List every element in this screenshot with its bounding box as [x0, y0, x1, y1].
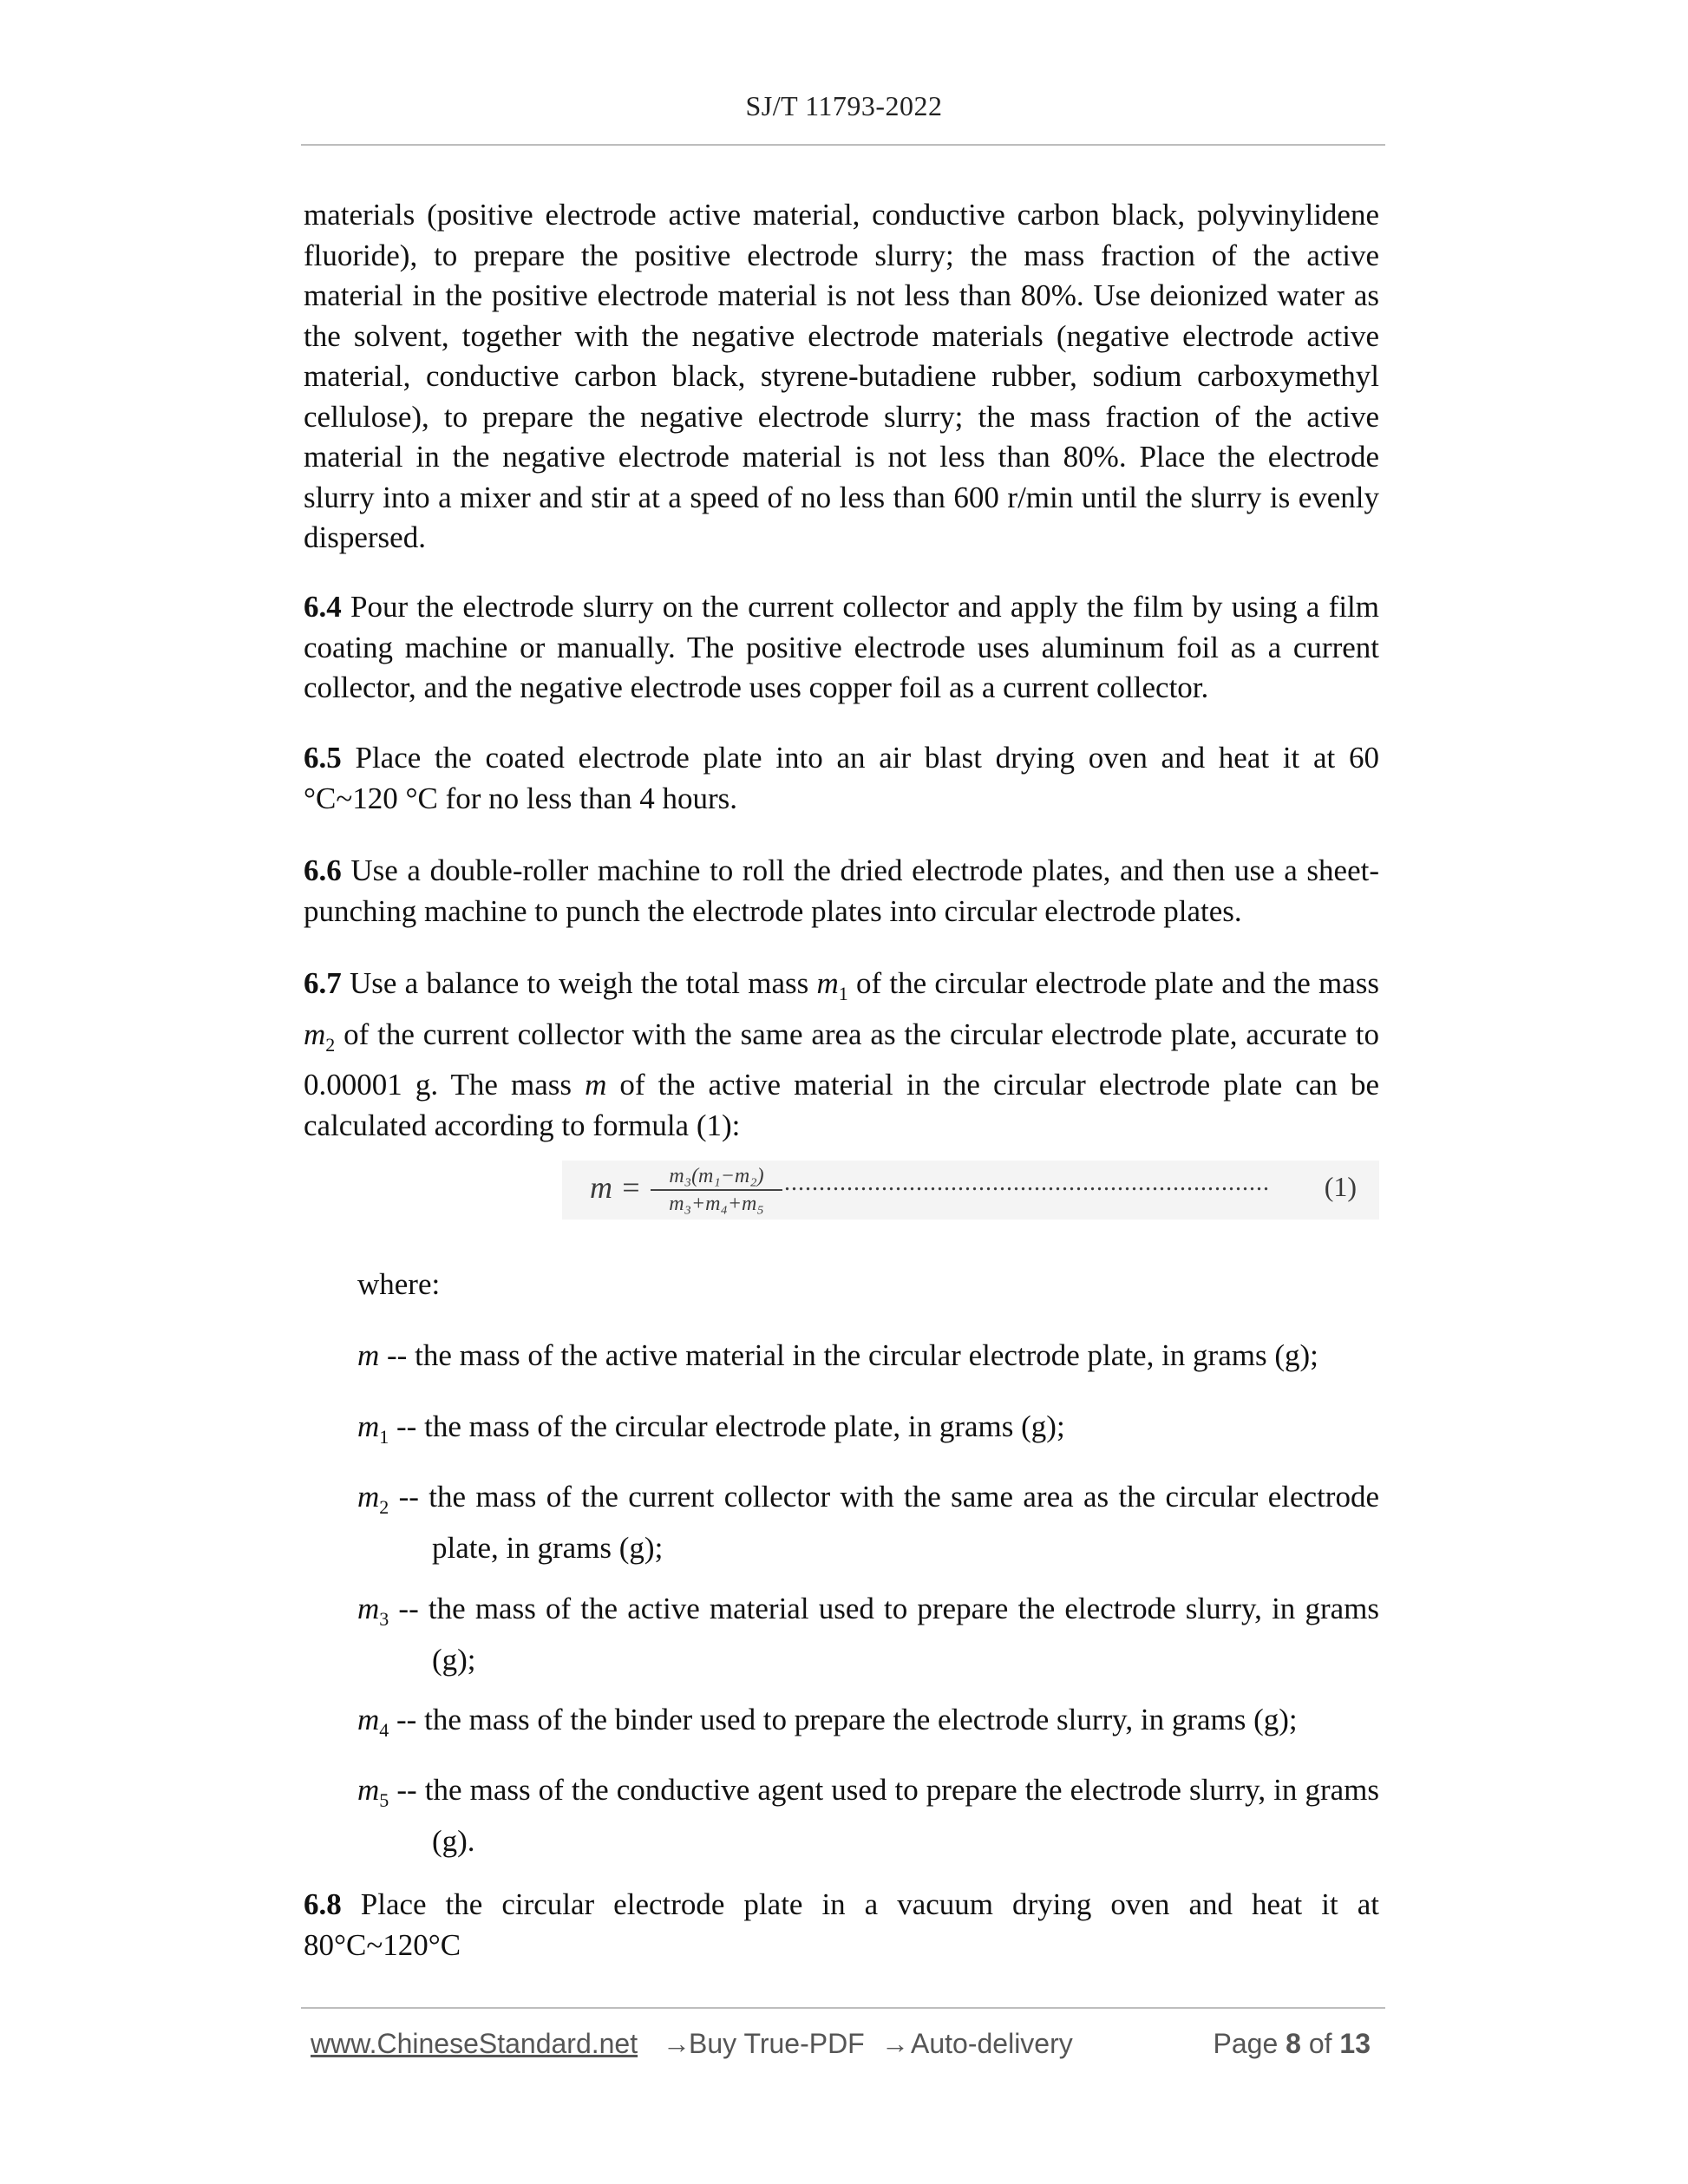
section-text: of the circular electrode plate and the mass — [847, 966, 1379, 1000]
definition-symbol: m — [357, 1338, 380, 1372]
definition-symbol-sub: 2 — [379, 1496, 389, 1518]
section-text: Pour the electrode slurry on the current collector and apply the film by using a film coating machine or manually. The positive electrode uses aluminum foil as a current collector, and the negative electrode uses copper foil as a current collector. — [304, 590, 1379, 704]
definition-text: -- the mass of the active material used to prepare the electrode slurry, in grams (g); — [389, 1592, 1379, 1677]
section-6-7 — [304, 964, 1379, 1146]
definition-item — [357, 1336, 1379, 1387]
definition-symbol-sub: 4 — [379, 1719, 389, 1741]
formula-denominator: m₃+m₄+m₅ — [669, 1193, 764, 1215]
section-number: 6.4 — [304, 590, 342, 624]
page-indicator — [1214, 2028, 1371, 2060]
definition-item — [357, 1770, 1379, 1861]
symbol-m1-sub: 1 — [838, 983, 848, 1004]
definition-symbol-sub: 1 — [379, 1426, 389, 1448]
formula-number: (1) — [1324, 1171, 1357, 1202]
section-text: Use a double-roller machine to roll the dried electrode plates, and then use a sheet-punching machine to punch the electrode plates into circular electrode plates. — [304, 853, 1379, 928]
buy-true-pdf-text: Buy True-PDF — [689, 2028, 865, 2059]
definition-text: -- the mass of the binder used to prepare the electrode slurry, in grams (g); — [389, 1703, 1298, 1736]
definition-text: -- the mass of the conductive agent used to prepare the electrode slurry, in grams (g). — [389, 1773, 1379, 1858]
definition-symbol: m — [357, 1592, 380, 1625]
section-text: Place the coated electrode plate into an air blast drying oven and heat it at 60 °C~120 °C for no less than 4 hours. — [304, 741, 1379, 815]
section-6-5 — [304, 738, 1379, 819]
auto-delivery-text: Auto-delivery — [911, 2028, 1073, 2059]
definition-item — [357, 1407, 1379, 1458]
section-text: Use a balance to weigh the total mass — [341, 966, 817, 1000]
definition-text: -- the mass of the current collector with the same area as the circular electrode plate, in grams (g); — [389, 1480, 1379, 1565]
symbol-m2-sub: 2 — [325, 1033, 336, 1056]
definition-item — [357, 1589, 1379, 1680]
fraction-bar — [651, 1189, 782, 1191]
paragraph-text: materials (positive electrode active material, conductive carbon black, polyvinylidene fluoride), to prepare the positive electrode slurry; the mass fraction of the active material in the positive electrode material is not less than 80%. Use deionized water as the solvent, together with the negative electrode materials (negative electrode active material, conductive carbon black, styrene-butadiene rubber, sodium carboxymethyl cellulose), to prepare the negative electrode slurry; the mass fraction of the active material in the negative electrode material is not less than 80%. Place the electrode slurry into a mixer and stir at a speed of no less than 600 r/min until the slurry is evenly dispersed. — [304, 198, 1379, 554]
section-text: of the active material in the circular electrode plate can be calculated according to formula (1): — [304, 1068, 1379, 1142]
arrow-right-icon: → — [663, 2028, 690, 2059]
page-total: 13 — [1339, 2028, 1371, 2059]
formula-1 — [562, 1161, 1379, 1220]
symbol-m2: m — [304, 1017, 326, 1051]
definition-symbol: m — [357, 1480, 380, 1514]
where-label: where: — [357, 1267, 441, 1301]
formula-fraction — [651, 1164, 782, 1216]
section-number: 6.6 — [304, 853, 342, 887]
section-text: Place the circular electrode plate in a vacuum drying oven and heat it at 80°C~120°C — [304, 1887, 1379, 1962]
definition-symbol: m — [357, 1409, 380, 1443]
page-word: Page — [1213, 2028, 1279, 2059]
section-6-6 — [304, 851, 1379, 932]
definition-symbol: m — [357, 1703, 380, 1736]
definition-symbol: m — [357, 1773, 380, 1807]
formula-leader-dots: ...................................................................... — [784, 1169, 1270, 1196]
section-number: 6.7 — [304, 966, 342, 1000]
page-current: 8 — [1286, 2028, 1301, 2059]
section-number: 6.5 — [304, 741, 342, 775]
page-footer — [311, 2019, 1371, 2063]
symbol-m: m — [585, 1068, 607, 1102]
definition-symbol-sub: 3 — [379, 1608, 389, 1630]
definition-text: -- the mass of the active material in the circular electrode plate, in grams (g); — [379, 1338, 1318, 1372]
continued-paragraph — [304, 195, 1379, 559]
definition-symbol-sub: 5 — [379, 1789, 389, 1811]
arrow-right-icon: → — [881, 2028, 909, 2059]
section-number: 6.8 — [304, 1887, 342, 1921]
formula-numerator: m₃(m₁−m₂) — [669, 1165, 764, 1187]
definition-text: -- the mass of the circular electrode plate, in grams (g); — [389, 1409, 1065, 1443]
symbol-m1: m — [816, 966, 839, 1000]
of-word: of — [1308, 2028, 1332, 2059]
footer-rule — [301, 2007, 1385, 2009]
definition-item — [357, 1477, 1379, 1568]
header-rule — [301, 144, 1385, 146]
section-6-4 — [304, 587, 1379, 709]
definition-item — [357, 1700, 1379, 1751]
document-id-header: SJ/T 11793-2022 — [745, 90, 943, 121]
site-link[interactable]: www.ChineseStandard.net — [311, 2028, 638, 2059]
formula-lhs: m = — [590, 1170, 642, 1205]
section-6-8 — [304, 1885, 1379, 1965]
section-text: of the current collector with the same area as the circular electrode plate, accurate to 0.00001 g. The mass — [304, 1017, 1379, 1102]
